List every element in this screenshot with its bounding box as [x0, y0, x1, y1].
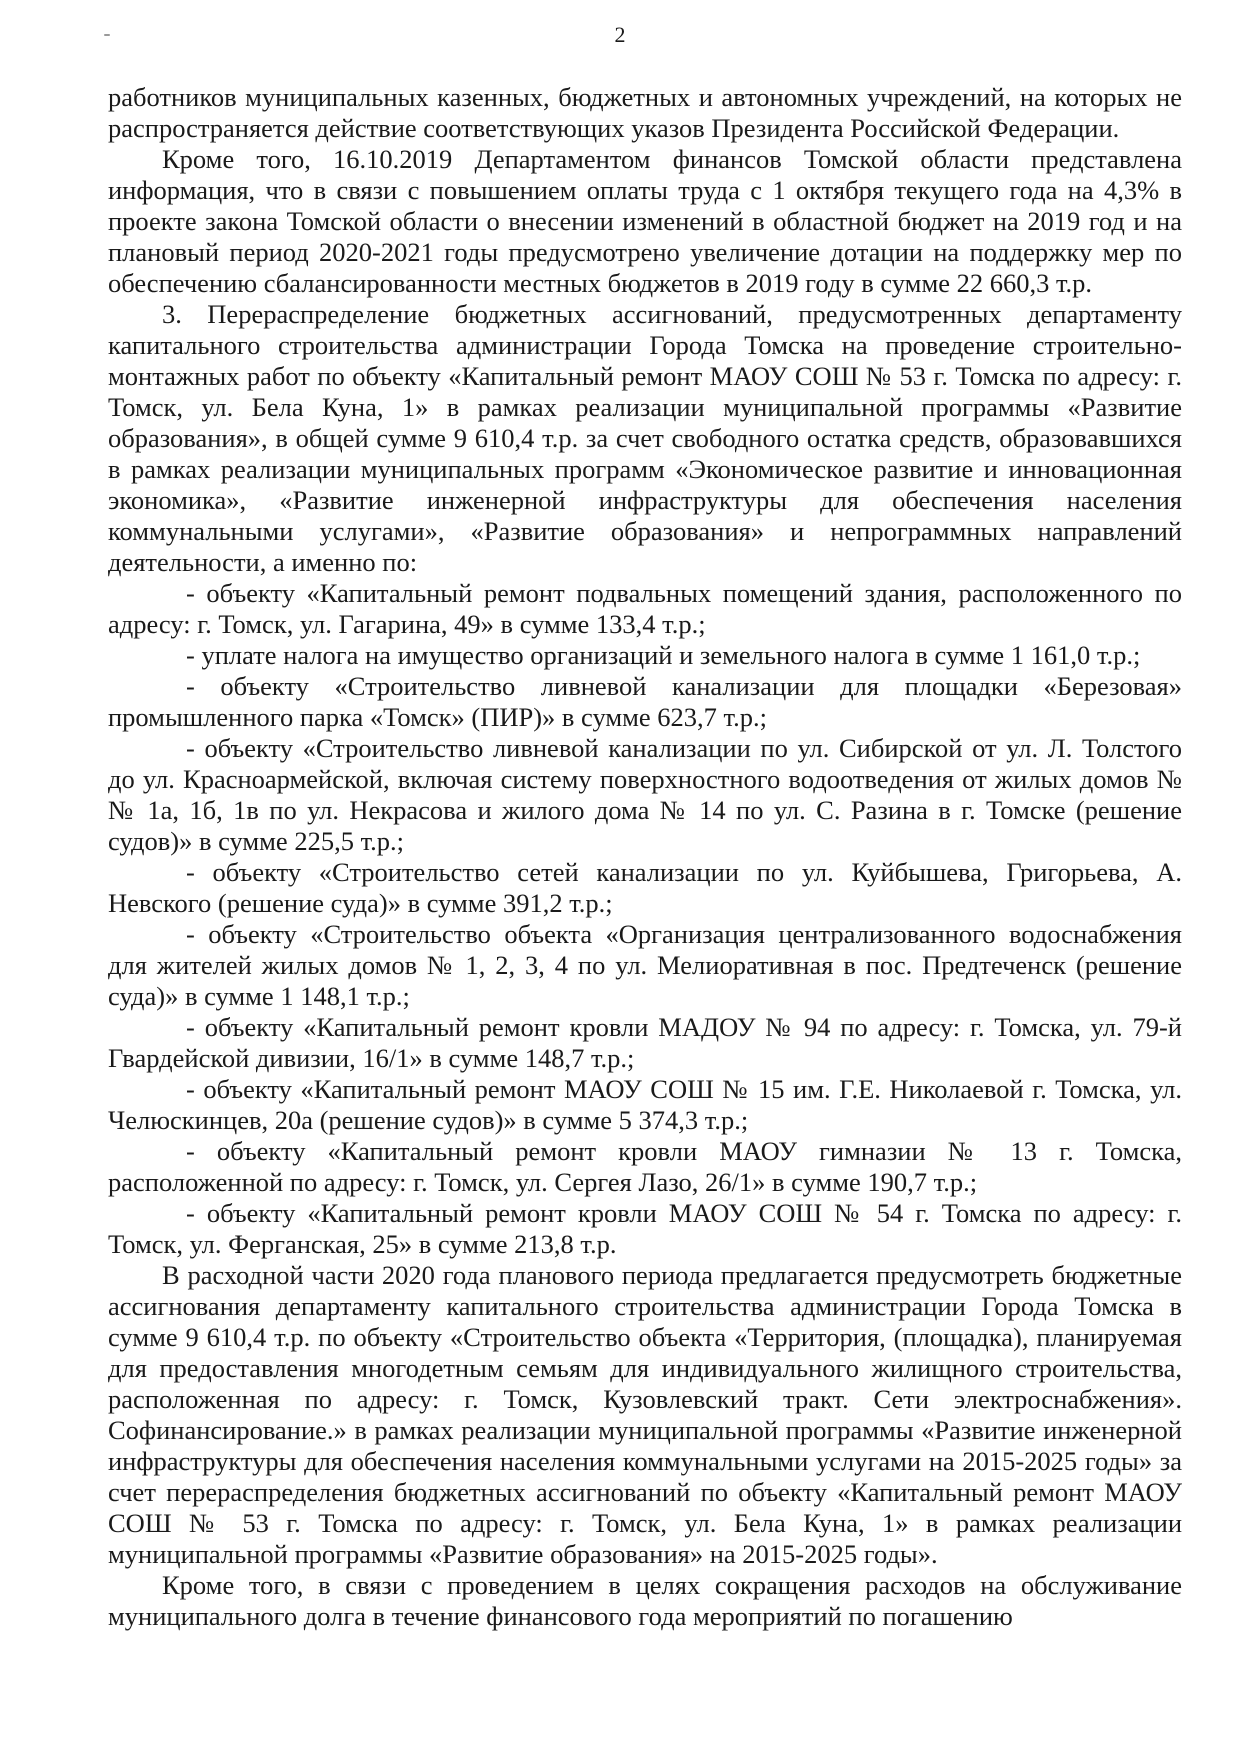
list-item: - объекту «Капитальный ремонт МАОУ СОШ № 15 им. Г.Е. Николаевой г. Томска, ул. Челюскинцев, 20а (решение судов)» в сумме 5 374,3 т.р.;: [108, 1074, 1182, 1135]
page-number: 2: [614, 22, 626, 47]
paragraph-expenditure-2020: В расходной части 2020 года планового периода предлагается предусмотреть бюджетные ассигнования департаменту капитального строительства администрации Города Томска в сумме 9 610,4 т.р. по объекту «Строительство объекта «Территория, (площадка), планируемая для предоставления многодетным семьям для индивидуального жилищного строительства, расположенная по адресу: г. Томск, Кузовлевский тракт. Сети электроснабжения». Софинансирование.» в рамках реализации муниципальной программы «Развитие инженерной инфраструктуры для обеспечения населения коммунальными услугами на 2015-2025 годы» за счет перераспределения бюджетных ассигнований по объекту «Капитальный ремонт МАОУ СОШ № 53 г. Томска по адресу: г. Томск, ул. Бела Куна, 1» в рамках реализации муниципальной программы «Развитие образования» на 2015-2025 годы».: [108, 1260, 1182, 1569]
list-item: - объекту «Строительство ливневой канализации для площадки «Березовая» промышленного парка «Томск» (ПИР)» в сумме 623,7 т.р.;: [108, 671, 1182, 732]
list-item: - объекту «Строительство объекта «Организация централизованного водоснабжения для жителей жилых домов № 1, 2, 3, 4 по ул. Мелиоративная в пос. Предтеченск (решение суда)» в сумме 1 148,1 т.р.;: [108, 919, 1182, 1011]
list-item: - объекту «Капитальный ремонт кровли МАОУ СОШ № 54 г. Томска по адресу: г. Томск, ул. Ферганская, 25» в сумме 213,8 т.р.: [108, 1198, 1182, 1259]
list-item: - объекту «Капитальный ремонт кровли МАОУ гимназии № 13 г. Томска, расположенной по адресу: г. Томск, ул. Сергея Лазо, 26/1» в сумме 190,7 т.р.;: [108, 1136, 1182, 1197]
paragraph-reallocation: 3. Перераспределение бюджетных ассигнований, предусмотренных департаменту капитального строительства администрации Города Томска на проведение строительно-монтажных работ по объекту «Капитальный ремонт МАОУ СОШ № 53 г. Томска по адресу: г. Томск, ул. Бела Куна, 1» в рамках реализации муниципальной программы «Развитие образования», в общей сумме 9 610,4 т.р. за счет свободного остатка средств, образовавшихся в рамках реализации муниципальных программ «Экономическое развитие и инновационная экономика», «Развитие инженерной инфраструктуры для обеспечения населения коммунальными услугами», «Развитие образования» и непрограммных направлений деятельности, а именно по:: [108, 299, 1182, 577]
list-item: - объекту «Капитальный ремонт подвальных помещений здания, расположенного по адресу: г. Томск, ул. Гагарина, 49» в сумме 133,4 т.р.;: [108, 578, 1182, 639]
list-item: - уплате налога на имущество организаций и земельного налога в сумме 1 161,0 т.р.;: [186, 640, 1141, 670]
list-item: - объекту «Капитальный ремонт кровли МАДОУ № 94 по адресу: г. Томска, ул. 79-й Гвардейской дивизии, 16/1» в сумме 148,7 т.р.;: [108, 1012, 1182, 1073]
list-item: - объекту «Строительство сетей канализации по ул. Куйбышева, Григорьева, А. Невского (решение суда)» в сумме 391,2 т.р.;: [108, 857, 1182, 918]
paragraph-additional-funding: Кроме того, 16.10.2019 Департаментом финансов Томской области представлена информация, что в связи с повышением оплаты труда с 1 октября текущего года на 4,3% в проекте закона Томской области о внесении изменений в областной бюджет на 2019 год и на плановый период 2020-2021 годы предусмотрено увеличение дотации на поддержку мер по обеспечению сбалансированности местных бюджетов в 2019 году в сумме 22 660,3 т.р.: [108, 144, 1182, 298]
list-item: - объекту «Строительство ливневой канализации по ул. Сибирской от ул. Л. Толстого до ул. Красноармейской, включая систему поверхностного водоотведения от жилых домов №№ 1а, 1б, 1в по ул. Некрасова и жилого дома № 14 по ул. С. Разина в г. Томске (решение судов)» в сумме 225,5 т.р.;: [108, 733, 1182, 856]
paragraph-continuation: работников муниципальных казенных, бюджетных и автономных учреждений, на которых не распространяется действие соответствующих указов Президента Российской Федерации.: [108, 82, 1182, 143]
paragraph-debt-service: Кроме того, в связи с проведением в целях сокращения расходов на обслуживание муниципального долга в течение финансового года мероприятий по погашению: [108, 1570, 1182, 1631]
document-body: [108, 82, 1182, 1632]
